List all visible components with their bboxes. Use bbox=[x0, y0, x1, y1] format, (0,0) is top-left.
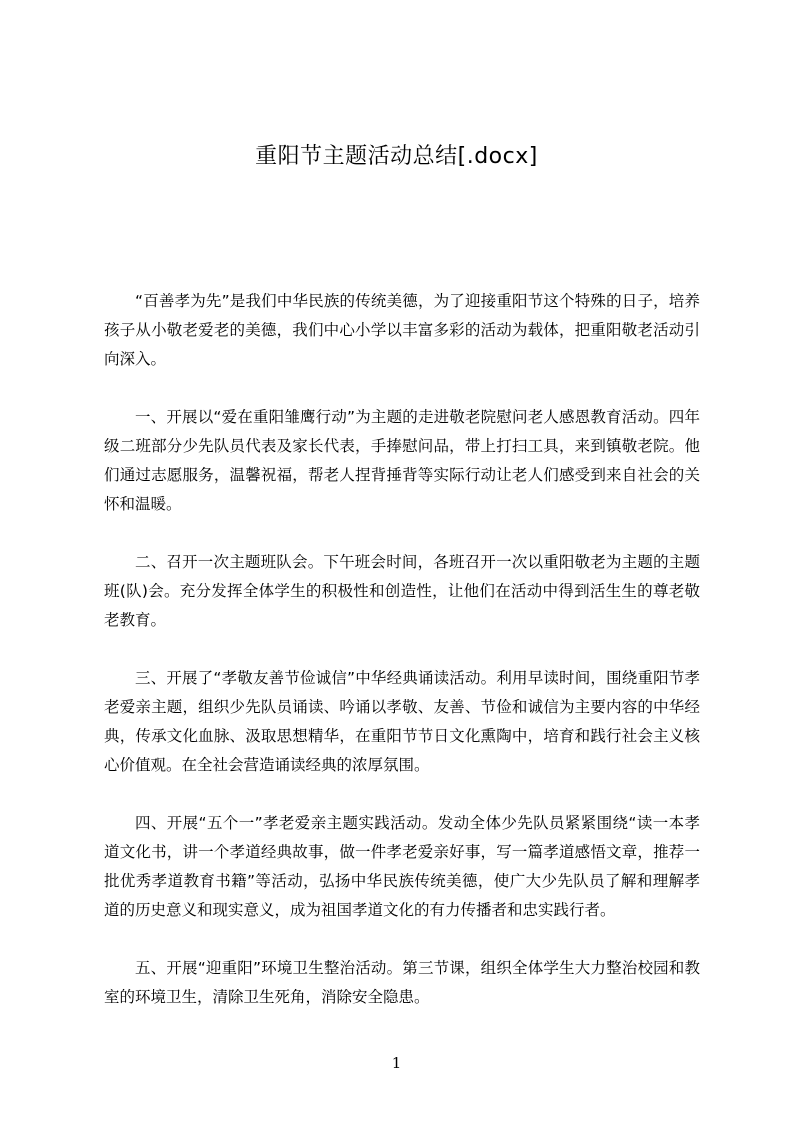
paragraph-item-2: 二、召开一次主题班队会。下午班会时间，各班召开一次以重阳敬老为主题的主题班(队)会。充分发挥全体学生的积极性和创造性，让他们在活动中得到活生生的尊老敬老教育。 bbox=[104, 553, 700, 629]
page-number: 1 bbox=[391, 1054, 402, 1072]
document-body bbox=[104, 287, 700, 1041]
paragraph-item-1: 一、开展以“爱在重阳雏鹰行动”为主题的走进敬老院慰问老人感恩教育活动。四年级二班部分少先队员代表及家长代表，手捧慰问品，带上打扫工具，来到镇敬老院。他们通过志愿服务，温馨祝福，帮老人捏背捶背等实际行动让老人们感受到来自社会的关怀和温暖。 bbox=[104, 408, 700, 513]
paragraph-item-5: 五、开展“迎重阳”环境卫生整治活动。第三节课，组织全体学生大力整治校园和教室的环境卫生，清除卫生死角，消除安全隐患。 bbox=[104, 959, 700, 1006]
paragraph-item-3: 三、开展了“孝敬友善节俭诚信”中华经典诵读活动。利用早读时间，围绕重阳节孝老爱亲主题，组织少先队员诵读、吟诵以孝敬、友善、节俭和诚信为主要内容的中华经典，传承文化血脉、汲取思想精华，在重阳节节日文化熏陶中，培育和践行社会主义核心价值观。在全社会营造诵读经典的浓厚氛围。 bbox=[104, 669, 700, 774]
paragraph-intro: “百善孝为先”是我们中华民族的传统美德，为了迎接重阳节这个特殊的日子，培养孩子从小敬老爱老的美德，我们中心小学以丰富多彩的活动为载体，把重阳敬老活动引向深入。 bbox=[104, 292, 700, 368]
paragraph-item-4: 四、开展“五个一”孝老爱亲主题实践活动。发动全体少先队员紧紧围绕“读一本孝道文化书，讲一个孝道经典故事，做一件孝老爱亲好事，写一篇孝道感悟文章，推荐一批优秀孝道教育书籍”等活动，弘扬中华民族传统美德，使广大少先队员了解和理解孝道的历史意义和现实意义，成为祖国孝道文化的有力传播者和忠实践行者。 bbox=[104, 814, 700, 919]
document-title: 重阳节主题活动总结[.docx] bbox=[255, 144, 538, 169]
